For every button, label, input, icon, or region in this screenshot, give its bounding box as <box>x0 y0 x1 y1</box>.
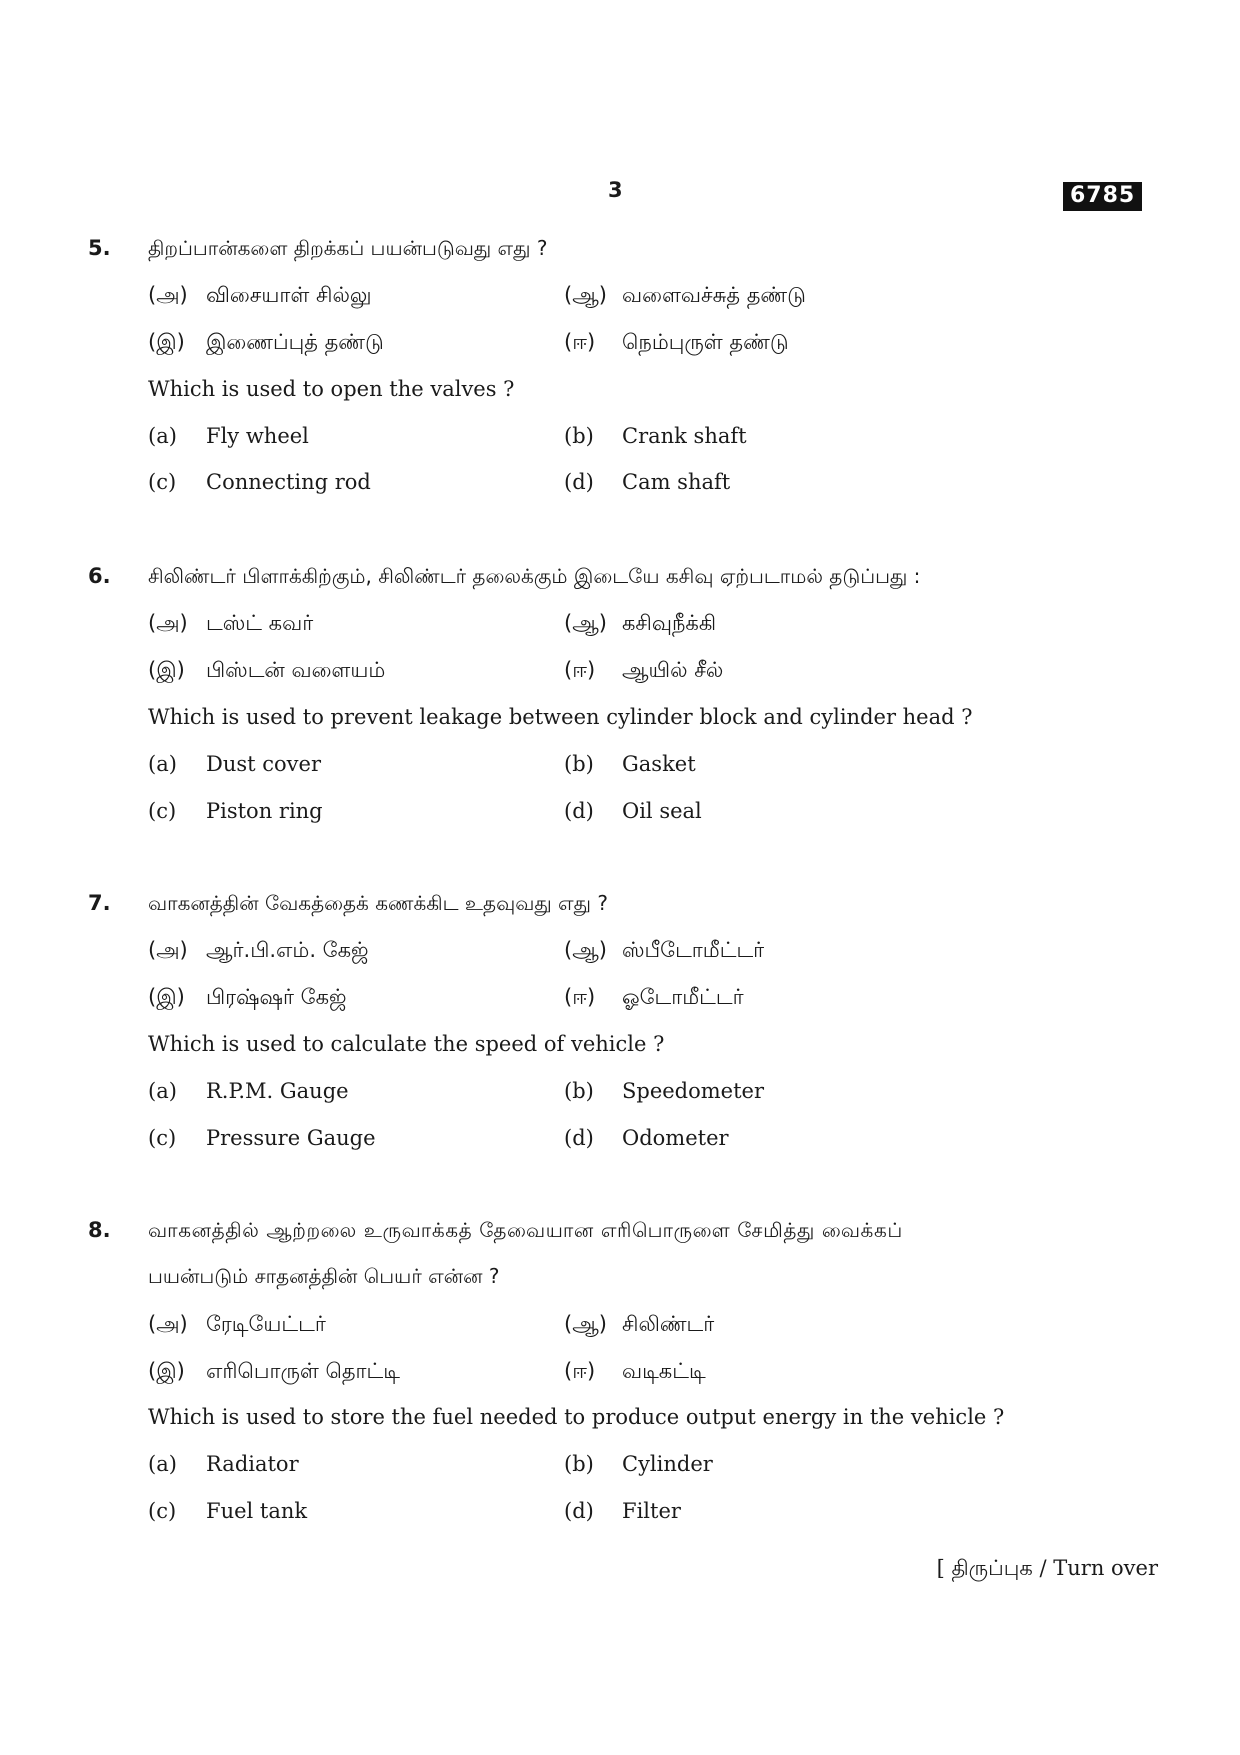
english-option-b: (b) Speedometer <box>564 1079 765 1103</box>
english-question-text: Which is used to store the fuel needed to produce output energy in the vehicle ? <box>148 1405 1005 1429</box>
english-option-b: (b) Gasket <box>564 752 696 776</box>
english-option-a: (a) Fly wheel <box>148 424 309 448</box>
english-option-d: (d) Filter <box>564 1499 681 1523</box>
english-question-text: Which is used to open the valves ? <box>148 377 515 401</box>
english-option-a: (a) Dust cover <box>148 752 321 776</box>
english-option-b: (b) Cylinder <box>564 1452 713 1476</box>
english-question-text: Which is used to calculate the speed of vehicle ? <box>148 1032 665 1056</box>
tamil-option-a: (அ) விசையாள் சில்லு <box>148 283 372 307</box>
english-option-a: (a) Radiator <box>148 1452 299 1476</box>
tamil-option-c: (இ) பிரஷ்ஷர் கேஜ் <box>148 985 347 1009</box>
english-option-b: (b) Crank shaft <box>564 424 747 448</box>
english-option-a: (a) R.P.M. Gauge <box>148 1079 349 1103</box>
tamil-option-c: (இ) எரிபொருள் தொட்டி <box>148 1359 400 1383</box>
english-option-c: (c) Pressure Gauge <box>148 1126 376 1150</box>
tamil-option-d: (ஈ) நெம்புருள் தண்டு <box>564 330 789 354</box>
tamil-option-c: (இ) பிஸ்டன் வளையம் <box>148 658 386 682</box>
tamil-option-a: (அ) ஆர்.பி.எம். கேஜ் <box>148 938 369 962</box>
tamil-option-d: (ஈ) ஆயில் சீல் <box>564 658 724 682</box>
english-option-c: (c) Fuel tank <box>148 1499 308 1523</box>
english-option-c: (c) Connecting rod <box>148 470 371 494</box>
english-option-d: (d) Odometer <box>564 1126 729 1150</box>
page-number: 3 <box>608 178 623 202</box>
english-option-c: (c) Piston ring <box>148 799 323 823</box>
tamil-option-b: (ஆ) கசிவுநீக்கி <box>564 611 717 635</box>
question-number: 5. <box>88 236 111 260</box>
english-option-d: (d) Cam shaft <box>564 470 731 494</box>
tamil-option-b: (ஆ) ஸ்பீடோமீட்டர் <box>564 938 765 962</box>
paper-code-badge: 6785 <box>1063 182 1142 211</box>
tamil-option-d: (ஈ) ஓடோமீட்டர் <box>564 985 744 1009</box>
tamil-option-a: (அ) ரேடியேட்டர் <box>148 1312 326 1336</box>
english-option-d: (d) Oil seal <box>564 799 702 823</box>
tamil-question-text: திறப்பான்களை திறக்கப் பயன்படுவது எது ? <box>148 236 548 260</box>
tamil-option-b: (ஆ) சிலிண்டர் <box>564 1312 715 1336</box>
english-question-text: Which is used to prevent leakage between cylinder block and cylinder head ? <box>148 705 973 729</box>
tamil-question-text: வாகனத்தின் வேகத்தைக் கணக்கிட உதவுவது எது ? <box>148 891 608 915</box>
tamil-option-a: (அ) டஸ்ட் கவர் <box>148 611 314 635</box>
question-number: 7. <box>88 891 111 915</box>
question-number: 8. <box>88 1218 111 1242</box>
tamil-option-d: (ஈ) வடிகட்டி <box>564 1359 706 1383</box>
turn-over-note: [ திருப்புக / Turn over <box>936 1556 1158 1580</box>
tamil-question-text-line1: வாகனத்தில் ஆற்றலை உருவாக்கத் தேவையான எரிபொருளை சேமித்து வைக்கப் <box>148 1218 903 1242</box>
tamil-option-c: (இ) இணைப்புத் தண்டு <box>148 330 384 354</box>
tamil-question-text: சிலிண்டர் பிளாக்கிற்கும், சிலிண்டர் தலைக்கும் இடையே கசிவு ஏற்படாமல் தடுப்பது : <box>148 564 921 588</box>
tamil-question-text-line2: பயன்படும் சாதனத்தின் பெயர் என்ன ? <box>148 1264 500 1288</box>
tamil-option-b: (ஆ) வளைவச்சுத் தண்டு <box>564 283 806 307</box>
question-number: 6. <box>88 564 111 588</box>
